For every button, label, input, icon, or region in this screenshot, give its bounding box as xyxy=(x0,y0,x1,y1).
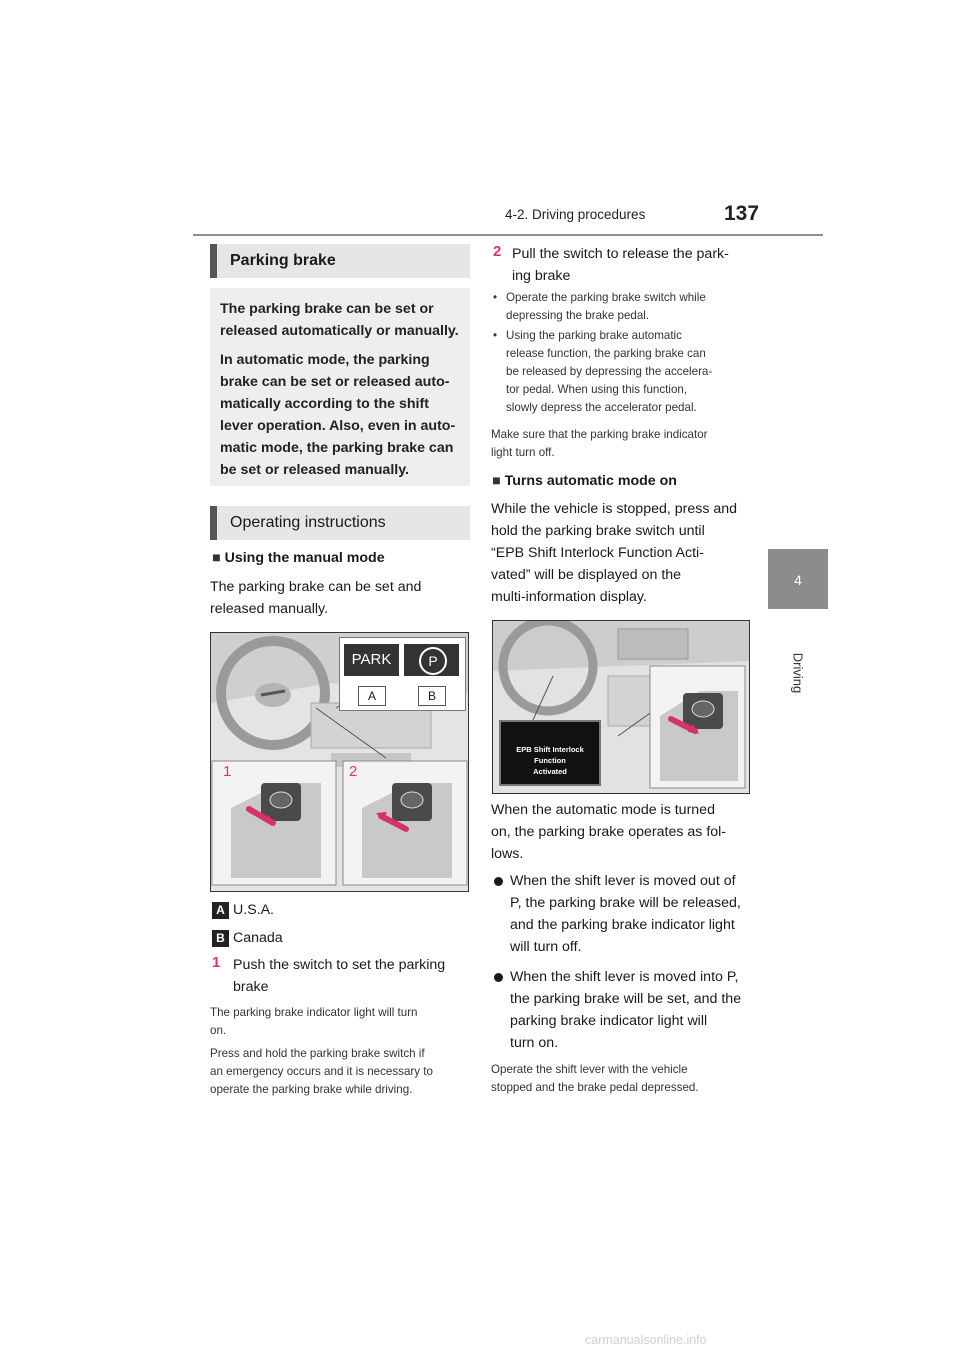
auto-after-text: When the automatic mode is turned on, the parking brake operates as fol- lows. xyxy=(491,802,727,862)
step-1-number: 1 xyxy=(212,954,221,971)
step-2-number: 2 xyxy=(493,243,502,260)
figure-auto-mode xyxy=(492,620,750,794)
header-divider xyxy=(193,234,823,236)
manual-mode-heading: ■ Using the manual mode xyxy=(212,550,385,566)
step-2-note: Make sure that the parking brake indicator light turn off. xyxy=(491,428,708,459)
parking-brake-title: Parking brake xyxy=(230,252,336,269)
section-title: 4-2. Driving procedures xyxy=(505,207,646,222)
legend-canada: Canada xyxy=(233,930,283,946)
page-number: 137 xyxy=(724,202,760,225)
chapter-label-wrap xyxy=(766,643,830,703)
figure-manual-mode xyxy=(210,632,469,892)
intro-box xyxy=(210,288,470,486)
auto-mode-body: While the vehicle is stopped, press and hold the parking brake switch until “EPB Shift Interlock Function Acti- vated” will be displayed on the multi-information display. xyxy=(491,501,738,605)
square-bullet-icon: ■ xyxy=(212,550,221,566)
bullet-dot-icon xyxy=(494,973,503,982)
display-message: EPB Shift Interlock Function Activated xyxy=(516,745,584,776)
step-1-note-2: Press and hold the parking brake switch if an emergency occurs and it is necessary to operate the parking brake while driving. xyxy=(210,1047,433,1096)
step-2-bullet-2: Using the parking brake automatic release function, the parking brake can be released by depressing the accelera- tor pedal. When using this function, slowly depress the accelerator pedal. xyxy=(506,329,713,414)
multi-information-display xyxy=(499,720,601,786)
bullet-dot-icon xyxy=(494,877,503,886)
step-1-note-1: The parking brake indicator light will turn on. xyxy=(210,1006,418,1037)
auto-mode-heading: ■ Turns automatic mode on xyxy=(492,473,677,489)
step-1-text: Push the switch to set the parking brake xyxy=(233,957,446,995)
watermark: carmanualsonline.info xyxy=(585,1333,707,1347)
park-indicator: PARK xyxy=(344,644,399,676)
operating-title: Operating instructions xyxy=(230,514,386,531)
p-symbol-icon: P xyxy=(419,647,447,675)
intro-para-2: In automatic mode, the parking brake can be set or released auto- matically according to the shift lever operation. Also, even in auto- matic mode, the parking brake can be set or released manually. xyxy=(220,352,456,478)
auto-bullet-1: When the shift lever is moved out of P, the parking brake will be released, and the parking brake indicator light will turn off. xyxy=(510,873,741,955)
auto-note: Operate the shift lever with the vehicle stopped and the brake pedal depressed. xyxy=(491,1063,699,1094)
chapter-label: Driving xyxy=(790,652,806,694)
parking-brake-title-bar xyxy=(210,244,470,278)
callout-b: B xyxy=(418,686,446,706)
operating-title-bar xyxy=(210,506,470,540)
intro-para-1: The parking brake can be set or released automatically or manually. xyxy=(220,301,459,339)
step-2-bullet-2-dot: • xyxy=(493,329,498,342)
auto-bullet-2: When the shift lever is moved into P, the parking brake will be set, and the parking brake indicator light will turn on. xyxy=(510,969,742,1051)
manual-mode-body: The parking brake can be set and released manually. xyxy=(210,579,422,617)
step-2-text: Pull the switch to release the park- ing brake xyxy=(512,246,729,284)
figure-step-1: 1 xyxy=(223,763,232,780)
legend-usa: U.S.A. xyxy=(233,902,274,918)
step-2-bullet-1-dot: • xyxy=(493,291,498,304)
badge-b: B xyxy=(212,930,229,947)
square-bullet-icon: ■ xyxy=(492,473,501,489)
p-indicator xyxy=(404,644,459,676)
chapter-number: 4 xyxy=(794,572,802,588)
figure-step-2: 2 xyxy=(349,763,358,780)
badge-a: A xyxy=(212,902,229,919)
step-2-bullet-1: Operate the parking brake switch while depressing the brake pedal. xyxy=(506,291,706,322)
indicator-callout xyxy=(339,637,466,711)
callout-a: A xyxy=(358,686,386,706)
